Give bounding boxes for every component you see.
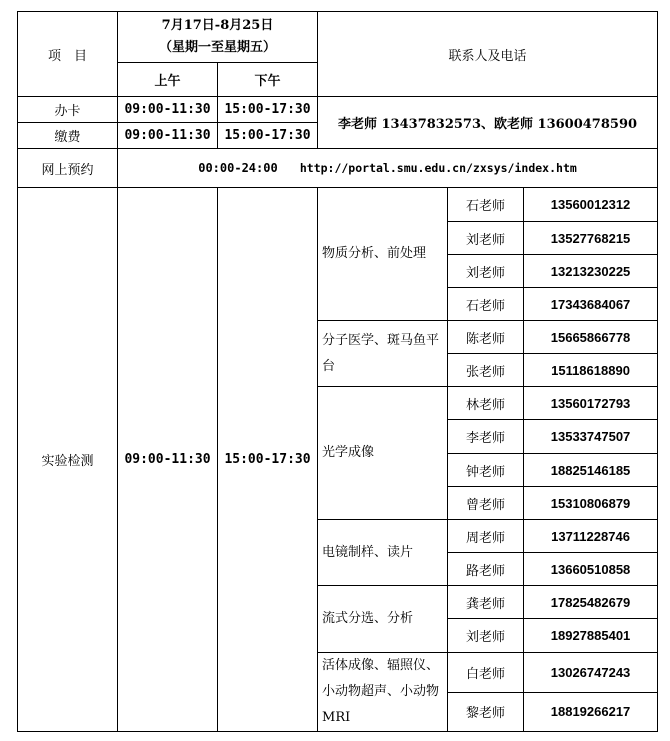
date-range: 7月17日-8月25日: [161, 18, 274, 33]
card-fee-contact: 李老师 13437832573、欧老师 13600478590: [318, 97, 658, 149]
fee-label: 缴费: [18, 123, 118, 149]
contact-phone: 13213230225: [524, 255, 658, 288]
contact-phone: 13560012312: [524, 188, 658, 222]
contact-name: 石老师: [448, 188, 524, 222]
lab-pm-time: 15:00-17:30: [218, 188, 318, 732]
section-name: 物质分析、前处理: [318, 188, 448, 321]
booking-label: 网上预约: [18, 149, 118, 188]
booking-url[interactable]: http://portal.smu.edu.cn/zxsys/index.htm: [299, 160, 577, 175]
contact-name: 曾老师: [448, 487, 524, 520]
contact-phone: 17825482679: [524, 586, 658, 619]
fee-am-time: 09:00-11:30: [118, 123, 218, 149]
card-am-time: 09:00-11:30: [118, 97, 218, 123]
weekday-range: （星期一至星期五）: [159, 40, 277, 55]
lab-label: 实验检测: [18, 188, 118, 732]
booking-info: [118, 149, 658, 188]
section-name: 活体成像、辐照仪、小动物超声、小动物MRI: [318, 653, 448, 732]
date-header: [118, 12, 318, 63]
contact-phone: 17343684067: [524, 288, 658, 321]
contact-phone: 15310806879: [524, 487, 658, 520]
contact-name: 路老师: [448, 553, 524, 586]
section-name: 光学成像: [318, 387, 448, 520]
contact-phone: 13533747507: [524, 420, 658, 454]
contact-name: 张老师: [448, 354, 524, 387]
contact-name: 黎老师: [448, 692, 524, 732]
card-label: 办卡: [18, 97, 118, 123]
fee-pm-time: 15:00-17:30: [218, 123, 318, 149]
contact-phone: 13026747243: [524, 653, 658, 693]
section-name: 分子医学、斑马鱼平台: [318, 321, 448, 387]
contact-name: 白老师: [448, 653, 524, 693]
contact-name: 钟老师: [448, 454, 524, 487]
schedule-table: [17, 11, 658, 732]
section-name: 电镜制样、读片: [318, 520, 448, 586]
contact-phone: 13711228746: [524, 520, 658, 553]
contact-phone: 18825146185: [524, 454, 658, 487]
contact-name: 龚老师: [448, 586, 524, 619]
contact-phone: 13560172793: [524, 387, 658, 420]
contact-name: 刘老师: [448, 255, 524, 288]
card-pm-time: 15:00-17:30: [218, 97, 318, 123]
afternoon-header: 下午: [218, 63, 318, 97]
contact-phone: 18927885401: [524, 619, 658, 653]
contact-header: 联系人及电话: [318, 12, 658, 97]
contact-name: 林老师: [448, 387, 524, 420]
contact-name: 刘老师: [448, 619, 524, 653]
lab-am-time: 09:00-11:30: [118, 188, 218, 732]
contact-name: 石老师: [448, 288, 524, 321]
contact-name: 刘老师: [448, 222, 524, 255]
contact-phone: 18819266217: [524, 692, 658, 732]
contact-phone: 13660510858: [524, 553, 658, 586]
contact-name: 周老师: [448, 520, 524, 553]
contact-name: 陈老师: [448, 321, 524, 354]
contact-phone: 15118618890: [524, 354, 658, 387]
contact-phone: 13527768215: [524, 222, 658, 255]
item-header: 项 目: [18, 12, 118, 97]
morning-header: 上午: [118, 63, 218, 97]
contact-name: 李老师: [448, 420, 524, 454]
section-name: 流式分选、分析: [318, 586, 448, 653]
contact-phone: 15665866778: [524, 321, 658, 354]
booking-time: 00:00-24:00: [198, 160, 278, 175]
